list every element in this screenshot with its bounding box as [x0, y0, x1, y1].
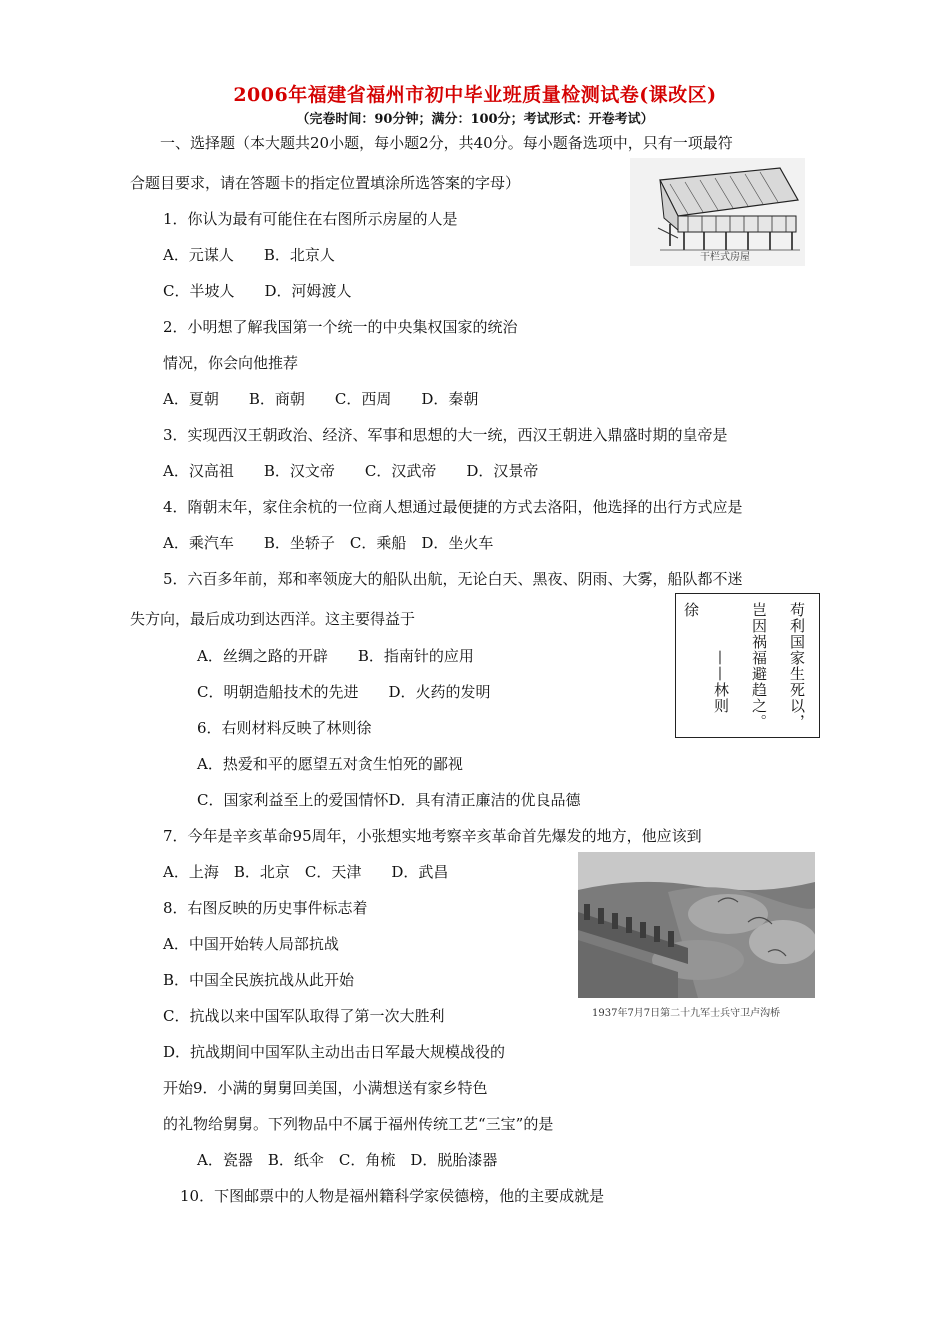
question-9-line1: 开始9．小满的舅舅回美国，小满想送有家乡特色	[163, 1079, 488, 1097]
question-2-options: A．夏朝 B．商朝 C．西周 D．秦朝	[163, 390, 479, 408]
question-7-options: A．上海 B．北京 C．天津 D．武昌	[163, 863, 449, 881]
section-intro-line1: 一、选择题（本大题共20小题，每小题2分，共40分。每小题备选项中，只有一项最符	[160, 134, 733, 152]
lugou-bridge-photo	[578, 852, 815, 998]
question-3: 3．实现西汉王朝政治、经济、军事和思想的大一统，西汉王朝进入鼎盛时期的皇帝是	[163, 426, 728, 444]
question-10: 10．下图邮票中的人物是福州籍科学家侯德榜，他的主要成就是	[180, 1187, 605, 1205]
question-4-options: A．乘汽车 B．坐轿子 C．乘船 D．坐火车	[163, 534, 494, 552]
question-5-line2: 失方向，最后成功到达西洋。这主要得益于	[130, 610, 416, 628]
question-8-option-c: C．抗战以来中国军队取得了第一次大胜利	[163, 1007, 445, 1025]
question-9-line2: 的礼物给舅舅。下列物品中不属于福州传统工艺“三宝”的是	[163, 1115, 554, 1133]
question-2-line2: 情况，你会向他推荐	[163, 354, 299, 372]
question-8-option-a: A．中国开始转人局部抗战	[163, 935, 339, 953]
exam-title: 2006年福建省福州市初中毕业班质量检测试卷(课改区)	[233, 84, 717, 106]
question-8-option-b: B．中国全民族抗战从此开始	[163, 971, 355, 989]
question-5-options-ab: A．丝绸之路的开辟 B．指南针的应用	[197, 647, 474, 665]
quote-column-1: 苟利国家生死以，	[788, 602, 806, 730]
section-intro-line2: 合题目要求，请在答题卡的指定位置填涂所选答案的字母）	[130, 174, 521, 192]
question-8-option-d: D．抗战期间中国军队主动出击日军最大规模战役的	[163, 1043, 506, 1061]
question-4: 4．隋朝末年，家住余杭的一位商人想通过最便捷的方式去洛阳，他选择的出行方式应是	[163, 498, 743, 516]
stilt-house-caption: 干栏式房屋	[700, 252, 750, 263]
question-1-options-cd: C．半坡人 D．河姆渡人	[163, 282, 352, 300]
question-5-options-cd: C．明朝造船技术的先进 D．火药的发明	[197, 683, 491, 701]
quote-column-4: 徐	[682, 602, 700, 618]
question-5-line1: 5．六百多年前，郑和率领庞大的船队出航，无论白天、黑夜、阴雨、大雾，船队都不迷	[163, 570, 743, 588]
question-6-options-cd: C．国家利益至上的爱国情怀D．具有清正廉洁的优良品德	[197, 791, 581, 809]
quote-column-2: 岂因祸福避趋之。	[750, 602, 768, 730]
question-1-options-ab: A．元谋人 B．北京人	[163, 246, 335, 264]
question-6-option-a: A．热爱和平的愿望五对贪生怕死的鄙视	[197, 755, 463, 773]
question-9-options: A．瓷器 B．纸伞 C．角梳 D．脱胎漆器	[197, 1151, 498, 1169]
lugou-bridge-caption: 1937年7月7日第二十九军士兵守卫卢沟桥	[592, 1008, 781, 1019]
question-3-options: A．汉高祖 B．汉文帝 C．汉武帝 D．汉景帝	[163, 462, 539, 480]
exam-subtitle: （完卷时间：90分钟；满分：100分；考试形式：开卷考试）	[296, 112, 654, 127]
question-6: 6．右则材料反映了林则徐	[197, 719, 372, 737]
question-1: 1．你认为最有可能住在右图所示房屋的人是	[163, 210, 458, 228]
lin-zexu-quote-box	[675, 593, 820, 738]
question-8: 8．右图反映的历史事件标志着	[163, 899, 368, 917]
question-2-line1: 2．小明想了解我国第一个统一的中央集权国家的统治	[163, 318, 518, 336]
quote-column-3: ——林则	[712, 650, 730, 714]
question-7: 7．今年是辛亥革命95周年，小张想实地考察辛亥革命首先爆发的地方，他应该到	[163, 827, 702, 845]
